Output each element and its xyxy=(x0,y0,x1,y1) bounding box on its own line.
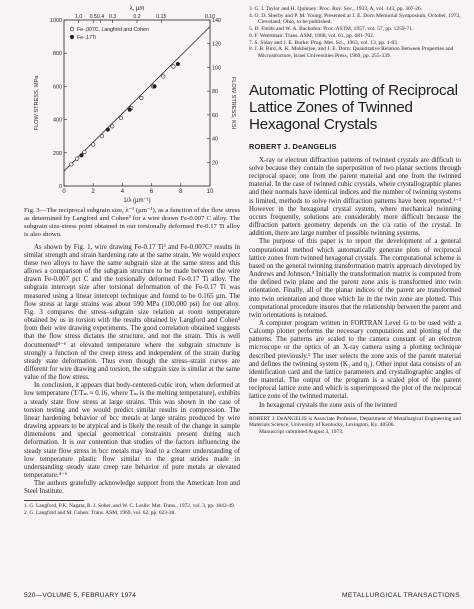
data-point-fe-ti xyxy=(106,128,110,132)
right-paragraph-3: A computer program written in FORTRAN Level G to be used with a Calcomp plotter performs the necessary computations and plotting of the patterns. The patterns are scaled to the camera constant of an electron microscope or the optics of an X-ray camera using a plotting technique described previously.⁵ The user selects the zone axis of the parent material and defines the twinning system (K₁ and η₁). Other input data consists of an identification card and the lattice parameters and crystallographic angles of the material. The output of the program is a scaled plot of the parent reciprocal lattice zone and which is superimposed the plot of the reciprocal lattice zone of the twinned material. xyxy=(249,319,461,401)
plot-frame xyxy=(64,20,210,186)
right-paragraph-1: X-ray or electron diffraction patterns of twinned crystals are difficult to solve because they contain the superposition of two planar sections through reciprocal space; one from the parent material and one from the twinned material. In the case of twinned cubic crystals, where crystallographic planes and their normals have identical indices and the number of twinning systems is limited, methods to solve twin diffraction patterns have been reported.¹⁻³ However in the hexagonal crystal system, where mechanical twinning occurs frequently, solutions are considerably more difficult because the diffraction pattern geometry depends on the c/a ratio of the crystal. In addition, there are large number of possible twinning systems. xyxy=(249,156,461,238)
y-right-tick-label: 140 xyxy=(212,18,221,24)
left-column xyxy=(24,4,240,517)
data-point-fe-c xyxy=(70,163,74,167)
x-tick-label: 8 xyxy=(179,189,183,195)
y-right-axis-label: FLOW STRESS, KSI xyxy=(230,76,236,130)
figure-caption: Fig. 3—The reciprocal subgrain size, λ⁻¹ (μm⁻¹), as a function of the flow stress as determined by Langford and Cohen³ for a wire drawn Fe-0.007 C alloy. The subgrain size-stress point obtained in our torsionally deformed Fe-0.17 Ti alloy is also shown. xyxy=(24,207,240,238)
reference-8: 8. J. B. Bird, A. K. Mukherjee, and J. E. Dorn: Quantitative Relation Between Properties and Microstructure, Israel Universities Press, 1969, pp. 255-339. xyxy=(249,46,454,59)
reference-4: 4. O. D. Sherby and P. M. Young: Presented at J. E. Dorn Memorial Symposium, October, 1972, Cleveland, Ohio, to be published. xyxy=(249,12,461,26)
reference-3: 3. G. I. Taylor and H. Quinney: Proc. Roy. Soc., 1933, A, vol. 143, pp. 307-26. xyxy=(249,6,423,12)
page-footer-journal: METALLURGICAL TRANSACTIONS xyxy=(342,592,460,599)
data-point-fe-c xyxy=(91,143,95,147)
article-title: Automatic Plotting of Reciprocal Lattice Zones of Twinned Hexagonal Crystals xyxy=(249,81,458,134)
y-left-tick-label: 400 xyxy=(53,117,62,124)
manuscript-note: Manuscript submitted August 3, 1973. xyxy=(259,429,344,436)
y-right-tick-label: 100 xyxy=(212,65,221,72)
y-left-axis-label: FLOW STRESS, MPa xyxy=(34,75,40,131)
data-point-fe-ti xyxy=(176,62,180,66)
left-body xyxy=(24,244,240,497)
y-right-tick-label: 80 xyxy=(212,89,218,96)
data-point-fe-ti xyxy=(80,153,84,157)
right-paragraph-2: The purpose of this paper is to report the development of a general computational method which automatically generate plots of reciprocal lattice zones from twinned hexagonal crystals. The computational scheme is based on the general twinning transformation matrix approach developed by Andrews and Johnson.⁴ Initially the transformation matrix is computed from the defined twin plane and the parent zone axis is transformed into twin orientation. Finally, all of the planar indices of the parent are transformed into twin orientation and those which lie in the twin zone are plotted. This computational procedure insures that the relationship between the parent and twin orientations is retained. xyxy=(249,238,461,319)
fit-line xyxy=(64,27,210,171)
article-author: ROBERT J. DeANGELIS xyxy=(249,141,337,151)
legend-label: Fe-.007C, Langford and Cohen xyxy=(77,27,149,33)
top-tick-label: 0.5 xyxy=(89,14,97,20)
data-point-fe-c xyxy=(75,157,79,161)
x-tick-label: 2 xyxy=(91,189,95,195)
data-point-fe-c xyxy=(172,65,176,69)
data-point-fe-ti xyxy=(153,85,157,89)
y-right-tick-label: 60 xyxy=(212,112,218,119)
footnote-1: 1. G. Langford, P.K. Nagata, R. J. Sober, and W. C. Leslie: Met. Trans., 1972, vol. 3, pp. 1843-49. xyxy=(24,503,236,510)
y-left-tick-label: 200 xyxy=(53,150,62,157)
top-tick-label: 0.3 xyxy=(109,14,117,20)
legend-marker xyxy=(70,27,74,31)
y-left-tick-label: 600 xyxy=(53,84,62,91)
y-left-tick-label: 0 xyxy=(59,184,62,190)
x-tick-label: 0 xyxy=(62,189,66,195)
y-left-tick-label: 800 xyxy=(53,51,62,58)
top-tick-label: 0.4 xyxy=(96,14,105,20)
data-point-fe-c xyxy=(161,75,165,79)
right-paragraph-4: In hexagonal crystals the zone axis of the twinned xyxy=(259,401,397,409)
author-bio: ROBERT J. DeANGELIS is Associate Professor, Department of Metallurgical Engineering and Materials Science, University of Kentucky, Lexington, Ky. 40506. xyxy=(249,415,461,429)
top-tick-label: 0.10 xyxy=(204,14,216,20)
legend-label: Fe-.17Ti xyxy=(77,35,97,41)
data-point-fe-c xyxy=(110,124,114,128)
reference-6: 6. F. Weertman: Trans. ASM, 1968, vol. 61, pp. 681-702. xyxy=(249,32,375,39)
data-point-fe-c xyxy=(83,150,87,154)
data-point-fe-ti xyxy=(128,108,132,112)
x-axis-label: 1/λ (μm⁻¹) xyxy=(123,198,151,204)
x-tick-label: 4 xyxy=(120,189,125,195)
top-tick-label: 0.2 xyxy=(133,14,141,20)
right-column xyxy=(249,6,461,436)
y-right-tick-label: 120 xyxy=(212,41,221,48)
top-tick-label: 0.15 xyxy=(156,14,167,20)
left-paragraph-1: As shown by Fig. 1, wire drawing Fe-0.17 Ti³ and Fe-0.007C³ results in similar strength and strain hardening rate at the same strain. We would expect these two alloys to have the same subgrain size at the same stress and this allows a comparison of the subgrain structure to be made between the wire drawn Fe-0.007 pct C and the torsionally deformed Fe-0.17 Ti alloy. The subgrain intercept size after torsional deformation of the Fe-0.17 Ti was measured using a linear intercept technique and found to be 0.165 μm. The flow stress at large strains was about 590 MPa (100,000 psi) for our alloy. Fig. 3 compares the stress–subgrain size relation at room temperature obtained by us in torsion with the results obtained by Langford and Cohen³ from their wire drawing experiments. The good correlation obtained suggests that the flow stress dictates the structure, and not the strain. This is well documented⁴⁻⁶ at elevated temperature where the subgrain structure is strongly a function of the creep stress and independent of the strain during steady state deformation. Thus even though the stress–strain curves are different for wire drawing and torsion, the subgrain size is similar at the same value of the flow stress. xyxy=(24,243,240,382)
x-tick-label: 6 xyxy=(149,189,154,195)
reference-5: 5. D. Fields and W. A. Backofen: Proc. ASTM, 1957, vol. 57, pp. 1259-71. xyxy=(249,26,414,33)
figure-3-chart xyxy=(24,4,240,204)
data-point-fe-c xyxy=(100,134,104,138)
bio-divider xyxy=(249,413,461,414)
legend-marker xyxy=(70,35,74,39)
reference-list xyxy=(249,6,461,60)
x-tick-label: 10 xyxy=(206,189,214,195)
data-point-fe-c xyxy=(140,96,144,100)
y-right-tick-label: 40 xyxy=(212,136,218,143)
data-point-fe-c xyxy=(119,116,123,120)
left-paragraph-3: The authors gratefully acknowledge support from the American Iron and Steel Institute. xyxy=(24,480,240,496)
y-right-tick-label: 20 xyxy=(212,160,218,167)
top-tick-label: 1.0 xyxy=(74,14,83,20)
left-paragraph-2: In conclusion, it appears that body-centered-cubic iron, when deformed at low temperature (T/Tₘ ≈ 0.16, where Tₘ is the melting temperature), exhibits a steady state flow stress at large strains. This was shown in the case of torsion testing and we would predict similar results in compression. The linear hardening behavior of bcc metals at large strains produced by wire drawing appears to be atypical and is likely the result of the change in sample dimensions and special geometrical constraints present during such deformation. It is our contention that studies of the factors influencing the steady state flow stress in bcc metals may lead to a clearer understanding of low temperature plastic flow similar to the great strides made in understanding steady state creep rate behavior of pure metals at elevated temperature.⁴⁻⁶ xyxy=(24,382,240,479)
reference-7: 7. S. Siday and J. E. Burke: Prog. Met. Sci., 1963, vol. 13, pp. 1-83. xyxy=(249,39,399,46)
footnote-divider xyxy=(24,500,84,501)
y-left-tick-label: 1000 xyxy=(50,18,62,24)
top-axis-label: λ, μm xyxy=(129,6,145,12)
page-footer-volume: 520—VOLUME 5, FEBRUARY 1974 xyxy=(24,592,137,599)
footnote-2: 2. G. Langford and M. Cohen: Trans. ASM, 1969, vol. 62, pp. 623-38. xyxy=(24,510,176,517)
